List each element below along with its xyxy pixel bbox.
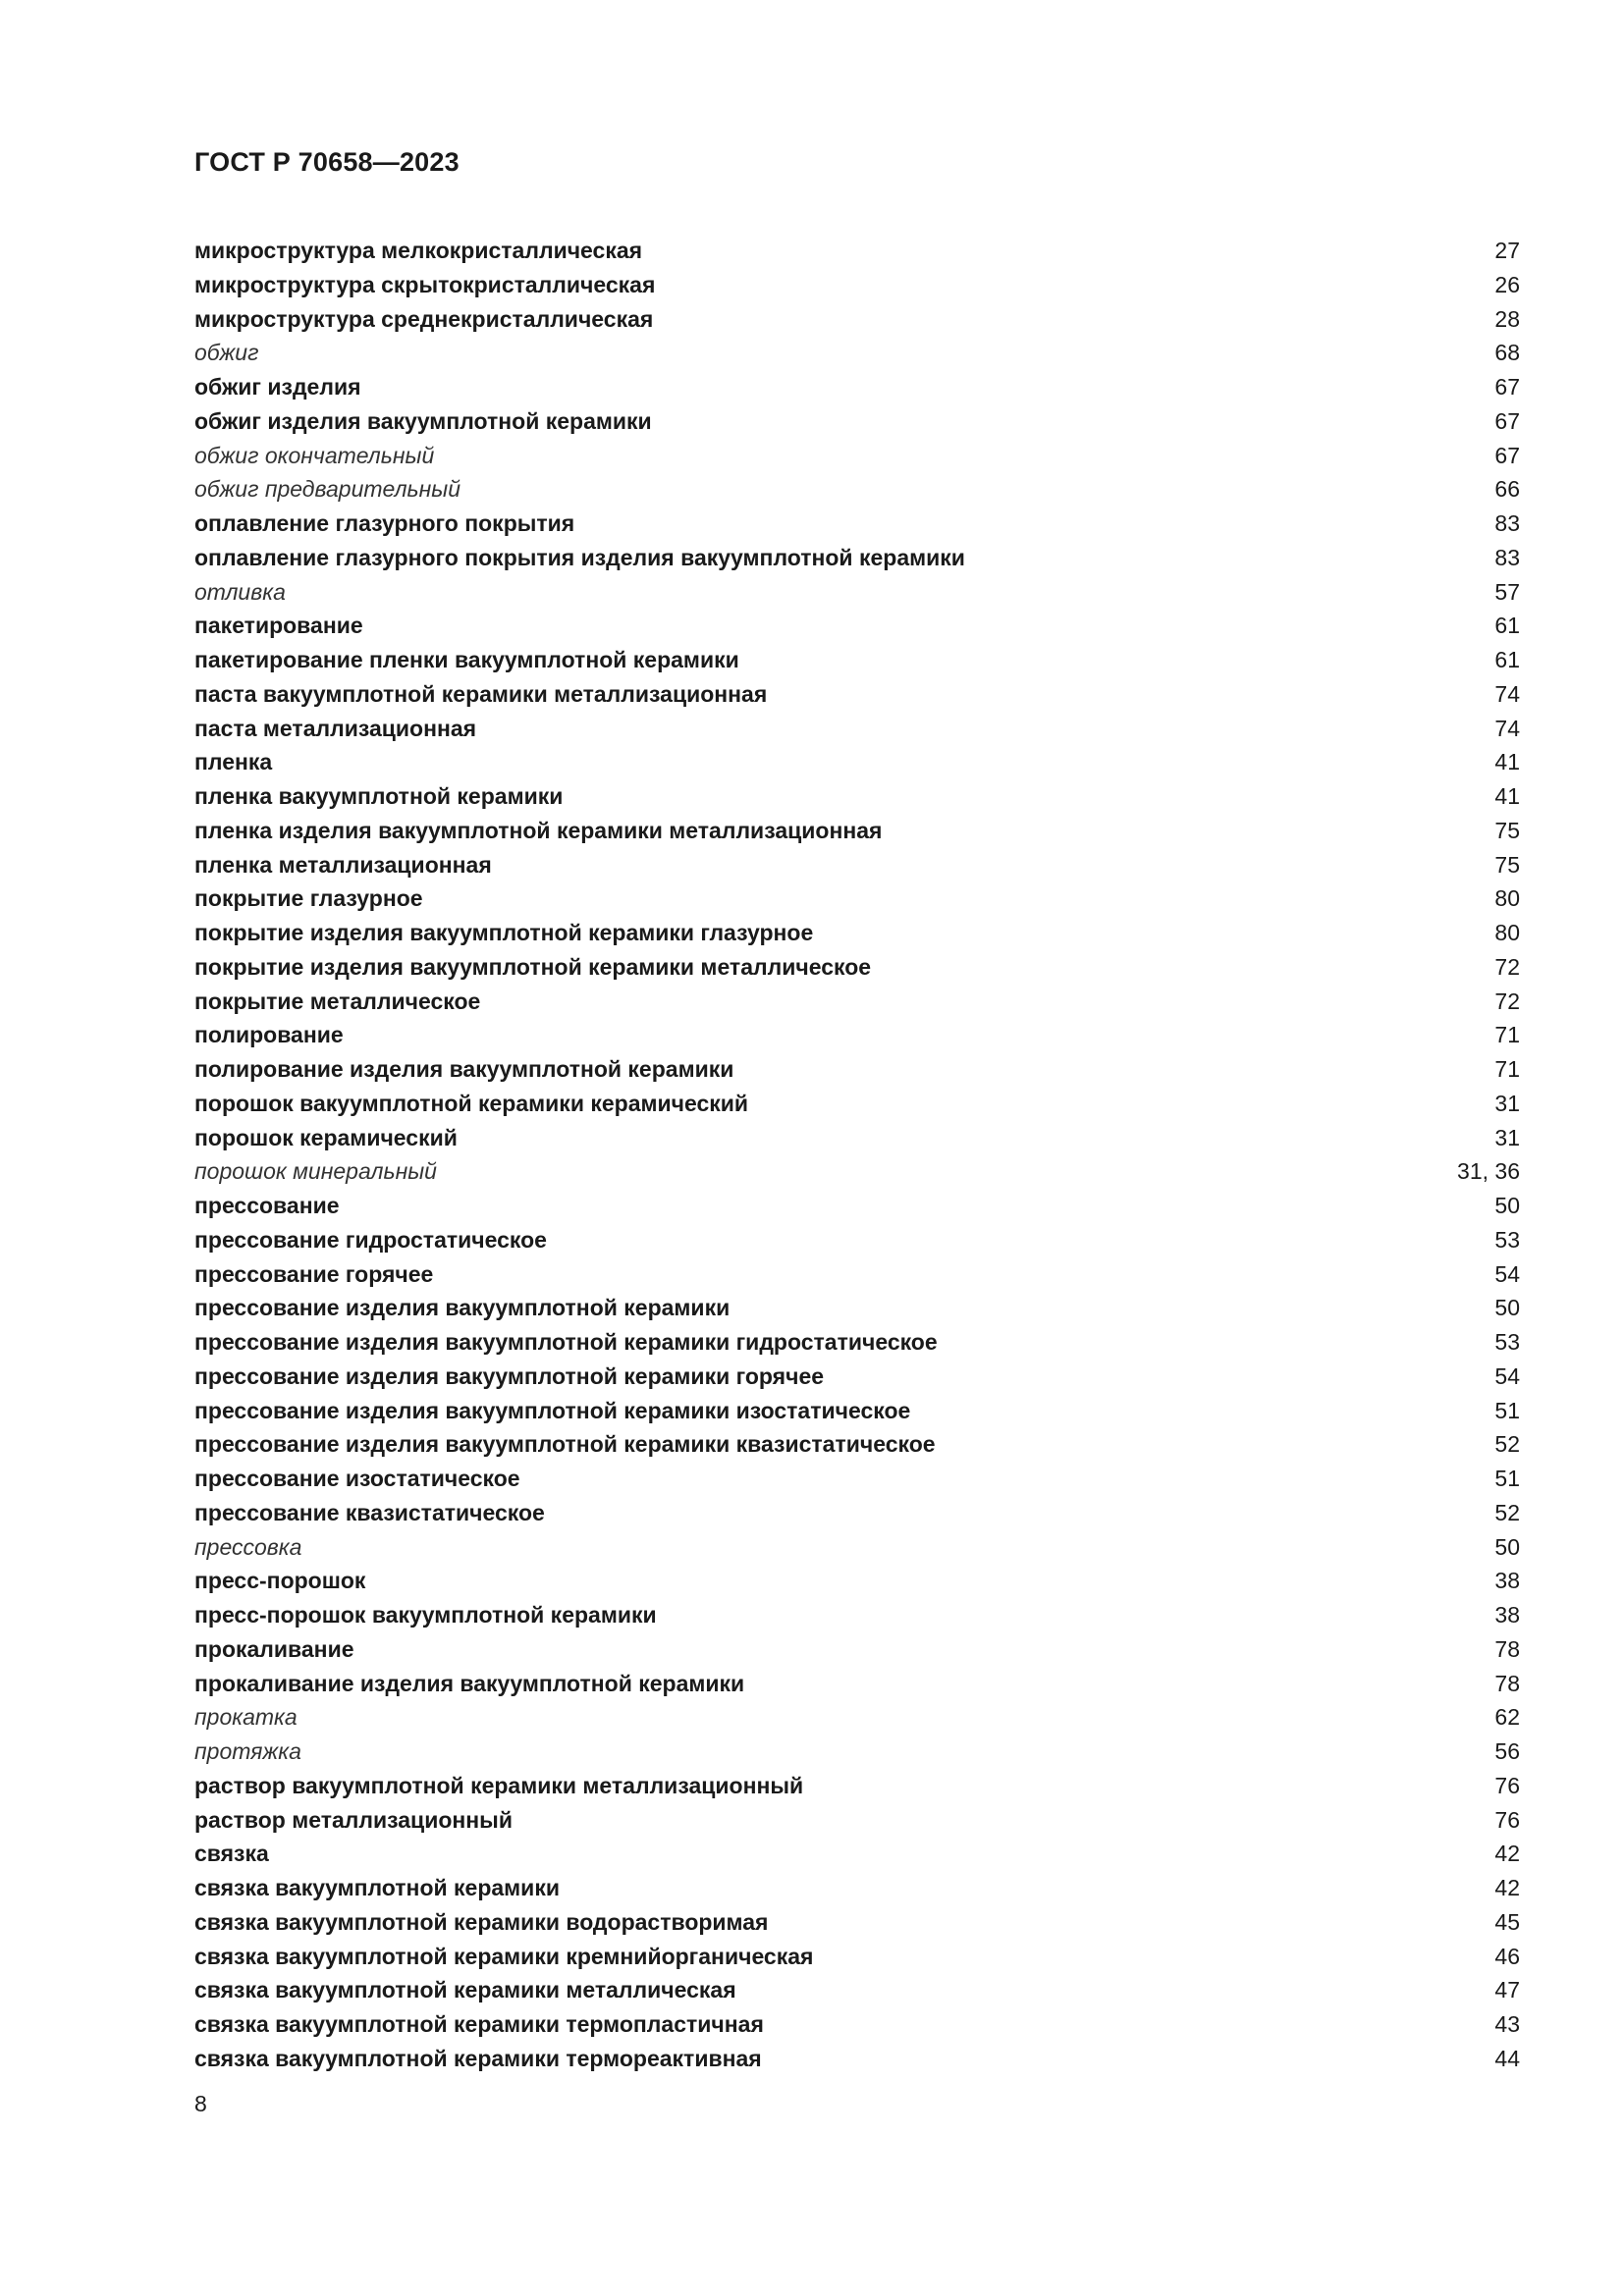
index-entry <box>194 950 1520 985</box>
index-term: прессование изделия вакуумплотной керамики изостатическое <box>194 1397 911 1423</box>
index-term: связка <box>194 1841 269 1867</box>
index-entry <box>194 1462 1520 1496</box>
index-entry <box>194 916 1520 950</box>
index-entry <box>194 302 1520 337</box>
index-reference-number: 27 <box>1494 238 1520 263</box>
index-term: покрытие глазурное <box>194 885 423 912</box>
index-term: покрытие металлическое <box>194 988 481 1014</box>
index-term: паста вакуумплотной керамики металлизационная <box>194 680 768 707</box>
index-entry <box>194 1940 1520 1974</box>
index-entry <box>194 1121 1520 1155</box>
index-entry <box>194 1360 1520 1394</box>
index-entry <box>194 1667 1520 1701</box>
index-term: порошок керамический <box>194 1124 458 1150</box>
index-reference-number: 38 <box>1494 1568 1520 1594</box>
index-term: связка вакуумплотной керамики водорастворимая <box>194 1908 769 1935</box>
index-reference-number: 61 <box>1494 613 1520 639</box>
index-term: связка вакуумплотной керамики <box>194 1875 560 1900</box>
index-term: прессование квазистатическое <box>194 1499 545 1525</box>
index-entry <box>194 1803 1520 1838</box>
index-term: пакетирование пленки вакуумплотной керамики <box>194 647 739 672</box>
index-reference-number: 28 <box>1494 305 1520 332</box>
index-term: микроструктура среднекристаллическая <box>194 305 654 332</box>
index-reference-number: 61 <box>1494 647 1520 672</box>
index-term: прокатка <box>194 1704 298 1731</box>
index-entry <box>194 1564 1520 1598</box>
index-entry <box>194 268 1520 302</box>
index-term: раствор вакуумплотной керамики металлизационный <box>194 1772 804 1798</box>
index-entry <box>194 643 1520 677</box>
index-entry <box>194 1154 1520 1189</box>
index-entry <box>194 848 1520 882</box>
index-reference-number: 78 <box>1494 1670 1520 1696</box>
index-entry <box>194 985 1520 1019</box>
alphabetical-index <box>194 234 1520 2076</box>
index-reference-number: 62 <box>1494 1704 1520 1731</box>
index-reference-number: 50 <box>1494 1295 1520 1321</box>
index-term: порошок вакуумплотной керамики керамический <box>194 1090 749 1116</box>
index-entry <box>194 1394 1520 1428</box>
index-reference-number: 76 <box>1494 1806 1520 1833</box>
index-term: связка вакуумплотной керамики металлическая <box>194 1977 736 2003</box>
index-term: обжиг предварительный <box>194 476 461 503</box>
index-reference-number: 53 <box>1494 1226 1520 1253</box>
index-term: пакетирование <box>194 613 363 639</box>
index-reference-number: 53 <box>1494 1329 1520 1355</box>
index-entry <box>194 1018 1520 1052</box>
index-entry <box>194 541 1520 575</box>
index-term: микроструктура мелкокристаллическая <box>194 238 643 263</box>
index-reference-number: 52 <box>1494 1431 1520 1458</box>
index-term: покрытие изделия вакуумплотной керамики металлическое <box>194 953 872 980</box>
index-reference-number: 54 <box>1494 1362 1520 1389</box>
index-reference-number: 83 <box>1494 510 1520 536</box>
index-reference-number: 72 <box>1494 988 1520 1014</box>
index-term: протяжка <box>194 1738 301 1764</box>
index-term: отливка <box>194 578 286 605</box>
index-entry <box>194 234 1520 268</box>
index-term: микроструктура скрытокристаллическая <box>194 271 656 297</box>
index-term: паста металлизационная <box>194 715 477 741</box>
index-term: прокаливание <box>194 1635 354 1662</box>
index-term: пленка <box>194 749 273 775</box>
index-entry <box>194 1087 1520 1121</box>
index-term: обжиг окончательный <box>194 442 435 468</box>
index-entry <box>194 1052 1520 1087</box>
index-entry <box>194 1189 1520 1223</box>
index-term: прессование изделия вакуумплотной керамики горячее <box>194 1362 825 1389</box>
index-reference-number: 50 <box>1494 1533 1520 1560</box>
index-term: обжиг изделия вакуумплотной керамики <box>194 407 652 434</box>
index-entry <box>194 1871 1520 1905</box>
index-entry <box>194 1496 1520 1530</box>
index-term: пленка изделия вакуумплотной керамики металлизационная <box>194 817 883 843</box>
index-term: полирование <box>194 1022 344 1048</box>
index-reference-number: 67 <box>1494 407 1520 434</box>
index-entry <box>194 575 1520 610</box>
index-entry <box>194 404 1520 439</box>
index-reference-number: 51 <box>1494 1397 1520 1423</box>
index-term: прессование изостатическое <box>194 1466 520 1491</box>
index-entry <box>194 439 1520 473</box>
index-reference-number: 51 <box>1494 1466 1520 1491</box>
index-entry <box>194 1735 1520 1769</box>
index-reference-number: 66 <box>1494 476 1520 503</box>
index-term: связка вакуумплотной керамики термопластичная <box>194 2011 764 2037</box>
index-reference-number: 67 <box>1494 442 1520 468</box>
index-entry <box>194 1598 1520 1632</box>
index-entry <box>194 1291 1520 1325</box>
index-reference-number: 38 <box>1494 1602 1520 1628</box>
index-entry <box>194 1973 1520 2007</box>
index-term: связка вакуумплотной керамики термореактивная <box>194 2045 762 2071</box>
index-term: оплавление глазурного покрытия <box>194 510 575 536</box>
index-reference-number: 68 <box>1494 340 1520 366</box>
index-entry <box>194 712 1520 746</box>
index-reference-number: 75 <box>1494 851 1520 878</box>
index-term: обжиг изделия <box>194 374 361 400</box>
index-entry <box>194 1769 1520 1803</box>
index-term: прессование <box>194 1193 340 1218</box>
index-reference-number: 74 <box>1494 680 1520 707</box>
index-reference-number: 71 <box>1494 1056 1520 1082</box>
index-term: раствор металлизационный <box>194 1806 513 1833</box>
index-entry <box>194 881 1520 916</box>
index-reference-number: 83 <box>1494 544 1520 570</box>
index-reference-number: 67 <box>1494 374 1520 400</box>
index-term: оплавление глазурного покрытия изделия вакуумплотной керамики <box>194 544 965 570</box>
index-term: прессование изделия вакуумплотной керамики <box>194 1295 731 1321</box>
index-entry <box>194 1700 1520 1735</box>
index-entry <box>194 2007 1520 2042</box>
index-reference-number: 42 <box>1494 1875 1520 1900</box>
index-term: прессование гидростатическое <box>194 1226 547 1253</box>
index-reference-number: 54 <box>1494 1260 1520 1287</box>
index-entry <box>194 1632 1520 1667</box>
index-reference-number: 41 <box>1494 783 1520 809</box>
index-reference-number: 76 <box>1494 1772 1520 1798</box>
index-term: пресс-порошок вакуумплотной керамики <box>194 1602 657 1628</box>
index-reference-number: 42 <box>1494 1841 1520 1867</box>
index-term: прессование горячее <box>194 1260 434 1287</box>
index-reference-number: 31, 36 <box>1457 1158 1520 1185</box>
index-entry <box>194 1905 1520 1940</box>
index-reference-number: 75 <box>1494 817 1520 843</box>
index-term: прессовка <box>194 1533 302 1560</box>
index-reference-number: 71 <box>1494 1022 1520 1048</box>
index-reference-number: 72 <box>1494 953 1520 980</box>
index-entry <box>194 609 1520 643</box>
index-term: прокаливание изделия вакуумплотной керамики <box>194 1670 745 1696</box>
index-reference-number: 57 <box>1494 578 1520 605</box>
index-reference-number: 31 <box>1494 1124 1520 1150</box>
index-entry <box>194 472 1520 507</box>
index-term: покрытие изделия вакуумплотной керамики глазурное <box>194 920 814 945</box>
index-term: пресс-порошок <box>194 1568 366 1594</box>
index-entry <box>194 336 1520 370</box>
page-number: 8 <box>194 2091 207 2116</box>
index-reference-number: 80 <box>1494 885 1520 912</box>
index-entry <box>194 1223 1520 1257</box>
index-reference-number: 44 <box>1494 2045 1520 2071</box>
index-term: связка вакуумплотной керамики кремнийорганическая <box>194 1943 814 1969</box>
index-reference-number: 80 <box>1494 920 1520 945</box>
index-term: полирование изделия вакуумплотной керамики <box>194 1056 734 1082</box>
index-term: прессование изделия вакуумплотной керамики квазистатическое <box>194 1431 936 1458</box>
index-entry <box>194 1530 1520 1565</box>
index-reference-number: 50 <box>1494 1193 1520 1218</box>
index-entry <box>194 2042 1520 2076</box>
index-reference-number: 52 <box>1494 1499 1520 1525</box>
index-reference-number: 74 <box>1494 715 1520 741</box>
index-reference-number: 45 <box>1494 1908 1520 1935</box>
index-term: пленка вакуумплотной керамики <box>194 783 564 809</box>
index-reference-number: 56 <box>1494 1738 1520 1764</box>
index-term: прессование изделия вакуумплотной керамики гидростатическое <box>194 1329 938 1355</box>
index-entry <box>194 1257 1520 1292</box>
index-term: обжиг <box>194 340 259 366</box>
index-reference-number: 41 <box>1494 749 1520 775</box>
index-reference-number: 31 <box>1494 1090 1520 1116</box>
index-entry <box>194 507 1520 541</box>
index-term: пленка металлизационная <box>194 851 492 878</box>
index-entry <box>194 814 1520 848</box>
index-reference-number: 46 <box>1494 1943 1520 1969</box>
index-entry <box>194 370 1520 404</box>
index-entry <box>194 1837 1520 1871</box>
index-entry <box>194 1427 1520 1462</box>
index-reference-number: 47 <box>1494 1977 1520 2003</box>
index-entry <box>194 677 1520 712</box>
document-header: ГОСТ Р 70658—2023 <box>194 147 460 177</box>
index-reference-number: 26 <box>1494 271 1520 297</box>
index-term: порошок минеральный <box>194 1158 437 1185</box>
index-reference-number: 78 <box>1494 1635 1520 1662</box>
index-entry <box>194 745 1520 779</box>
index-entry <box>194 1325 1520 1360</box>
index-reference-number: 43 <box>1494 2011 1520 2037</box>
index-entry <box>194 779 1520 814</box>
